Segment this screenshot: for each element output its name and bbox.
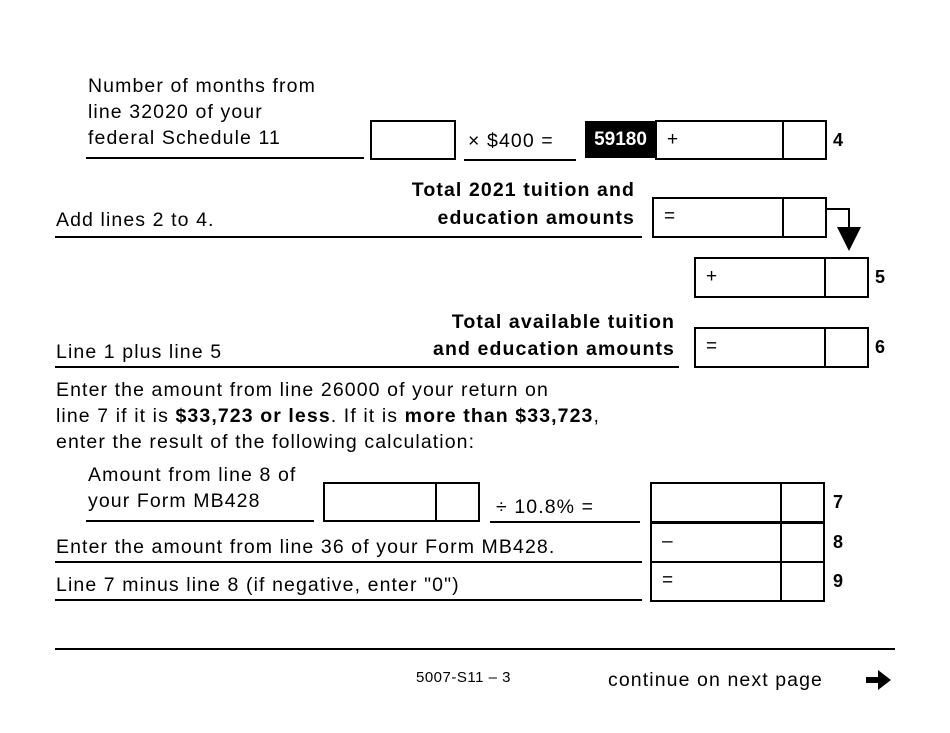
continue-text: continue on next page bbox=[608, 669, 824, 691]
line-number-7: 7 bbox=[833, 492, 844, 512]
line6-cents-field[interactable] bbox=[824, 327, 869, 368]
paragraph-line-3: enter the result of the following calculation: bbox=[56, 431, 476, 453]
total-available-heading-1: Total available tuition bbox=[451, 311, 675, 333]
right-arrow-icon bbox=[866, 669, 892, 691]
divisor-underline bbox=[490, 521, 640, 523]
plus-operator: + bbox=[706, 266, 719, 287]
line4-multiplier: × $400 = bbox=[468, 130, 554, 152]
line4-label-2: line 32020 of your bbox=[88, 101, 263, 123]
line7-label-underline bbox=[86, 520, 314, 522]
total-2021-heading-1: Total 2021 tuition and bbox=[411, 179, 635, 201]
paragraph-line-1: Enter the amount from line 26000 of your return on bbox=[56, 379, 549, 401]
line-number-5: 5 bbox=[875, 267, 886, 287]
plus-operator: + bbox=[667, 129, 680, 150]
multiplier-underline bbox=[464, 159, 576, 161]
line7-amount-field[interactable] bbox=[650, 482, 825, 523]
line4-amount-field[interactable] bbox=[655, 120, 827, 160]
line-number-6: 6 bbox=[875, 337, 886, 357]
threshold-more-text: more than $33,723 bbox=[404, 405, 594, 427]
line5-amount-field[interactable] bbox=[694, 257, 869, 298]
line6-instruction: Line 1 plus line 5 bbox=[56, 341, 223, 363]
line9-amount-field[interactable] bbox=[650, 561, 825, 602]
total-2021-heading-2: education amounts bbox=[437, 207, 635, 229]
months-input[interactable] bbox=[370, 120, 456, 160]
line7-divisor: ÷ 10.8% = bbox=[496, 496, 595, 518]
form-identifier: 5007-S11 – 3 bbox=[416, 669, 511, 686]
line-number-4: 4 bbox=[833, 130, 844, 150]
line6-amount-field[interactable] bbox=[694, 327, 869, 368]
line8-underline bbox=[55, 561, 642, 563]
equals-operator: = bbox=[706, 336, 719, 357]
line-code-badge: 59180 bbox=[585, 121, 656, 158]
footer-divider bbox=[55, 648, 895, 650]
line9-underline bbox=[55, 599, 642, 601]
paragraph-line-2: line 7 if it is $33,723 or less. If it is more than $33,723, bbox=[56, 405, 601, 427]
line4-cents-field[interactable] bbox=[782, 120, 827, 160]
minus-operator: – bbox=[662, 531, 674, 552]
line6-underline bbox=[55, 366, 679, 368]
line8-mb428-input[interactable] bbox=[323, 482, 480, 522]
line8-cents-field[interactable] bbox=[780, 522, 825, 563]
down-arrow-icon bbox=[825, 207, 870, 253]
equals-operator: = bbox=[662, 570, 675, 591]
line9-instruction: Line 7 minus line 8 (if negative, enter "0") bbox=[56, 574, 460, 596]
line8-instruction: Enter the amount from line 36 of your Form MB428. bbox=[56, 536, 556, 558]
line4-label-underline bbox=[86, 157, 364, 159]
equals-operator: = bbox=[664, 206, 677, 227]
line7-label-1: Amount from line 8 of bbox=[88, 464, 297, 486]
line8-mb428-cents-input[interactable] bbox=[435, 482, 480, 522]
line9-cents-field[interactable] bbox=[780, 561, 825, 602]
total-2021-cents-field[interactable] bbox=[782, 197, 827, 238]
line8-amount-field[interactable] bbox=[650, 522, 825, 563]
total-available-heading-2: and education amounts bbox=[433, 338, 675, 360]
line7-cents-field[interactable] bbox=[780, 482, 825, 523]
threshold-less-text: $33,723 or less bbox=[175, 405, 331, 427]
line-number-9: 9 bbox=[833, 571, 844, 591]
line-number-8: 8 bbox=[833, 532, 844, 552]
line4-label-3: federal Schedule 11 bbox=[88, 127, 281, 149]
add-lines-instruction: Add lines 2 to 4. bbox=[56, 209, 215, 231]
total-2021-field[interactable] bbox=[652, 197, 827, 238]
line5-cents-field[interactable] bbox=[824, 257, 869, 298]
line7-label-2: your Form MB428 bbox=[88, 490, 261, 512]
total-2021-underline bbox=[55, 236, 642, 238]
line4-label-1: Number of months from bbox=[88, 75, 316, 97]
